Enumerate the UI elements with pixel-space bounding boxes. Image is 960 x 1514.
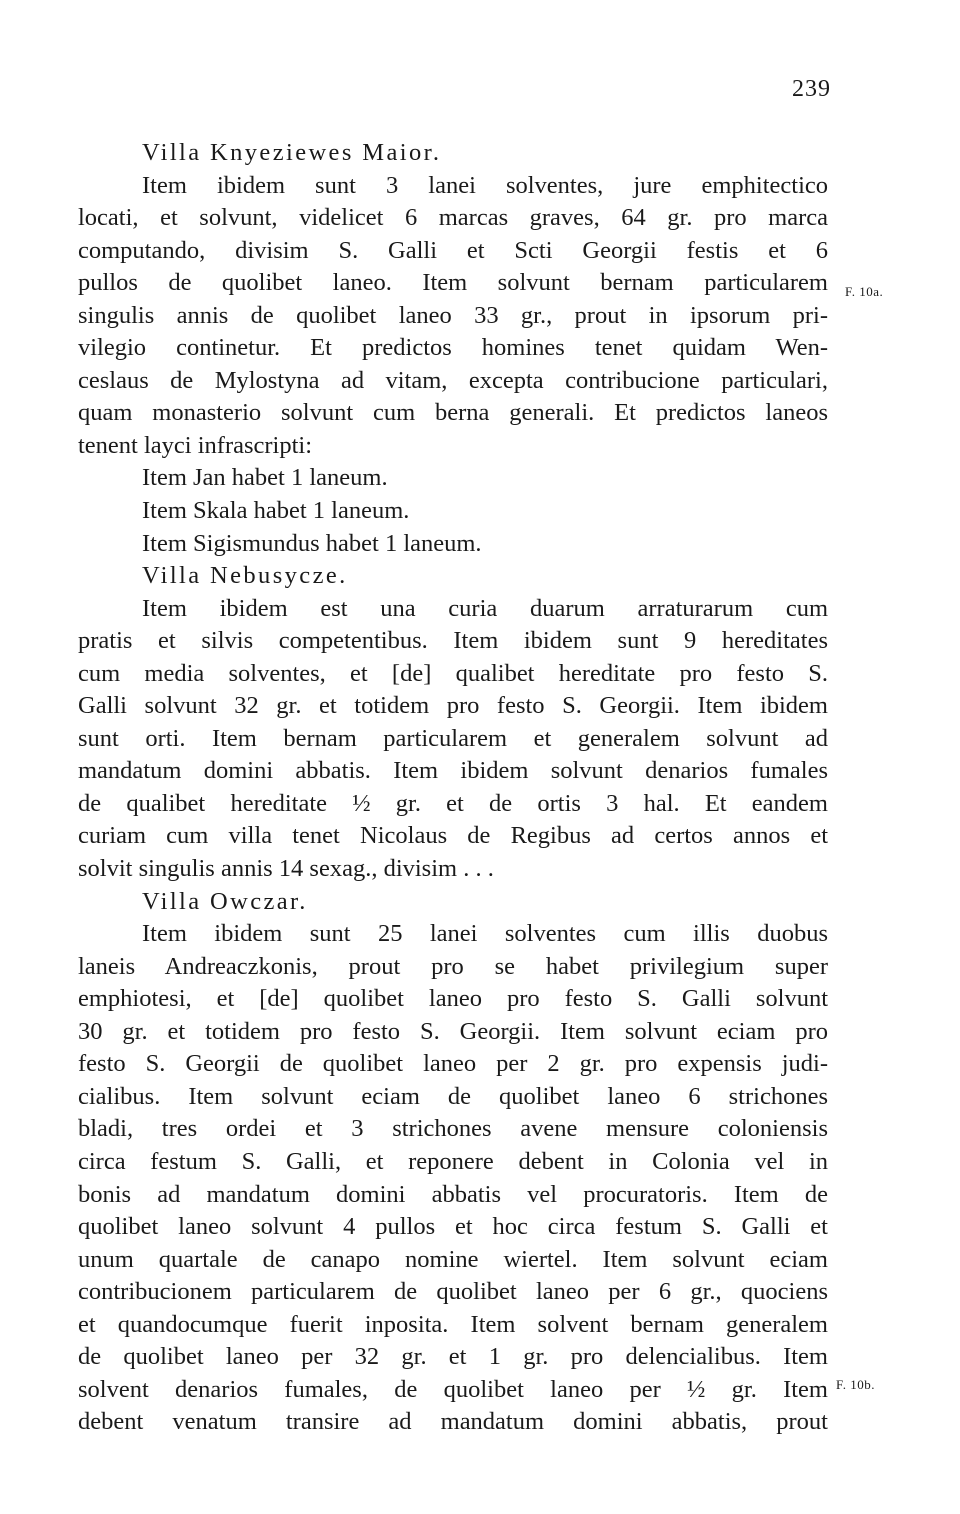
section-heading: Villa Owczar. (142, 887, 308, 915)
text-line: 30 gr. et totidem pro festo S. Georgii. Item solvunt eciam pro (78, 1017, 828, 1045)
text-line: bonis ad mandatum domini abbatis vel procuratoris. Item de (78, 1180, 828, 1208)
text-line: pullos de quolibet laneo. Item solvunt bernam particularem (78, 269, 828, 297)
text-line: Galli solvunt 32 gr. et totidem pro festo S. Georgii. Item ibidem (78, 692, 828, 720)
text-line: circa festum S. Galli, et reponere debent in Colonia vel in (78, 1147, 828, 1175)
text-line: vilegio continetur. Et predictos homines tenet quidam Wen- (78, 334, 828, 362)
section-heading: Villa Nebusycze. (142, 562, 348, 590)
text-line: ceslaus de Mylostyna ad vitam, excepta contribucione particulari, (78, 366, 828, 394)
text-line: festo S. Georgii de quolibet laneo per 2 gr. pro expensis judi- (78, 1050, 828, 1078)
section-heading: Villa Knyeziewes Maior. (142, 139, 442, 166)
text-line: Item Sigismundus habet 1 laneum. (142, 529, 482, 557)
text-line: Item Skala habet 1 laneum. (142, 497, 410, 525)
text-line: unum quartale de canapo nomine wiertel. Item solvunt eciam (78, 1245, 828, 1273)
text-line: quolibet laneo solvunt 4 pullos et hoc circa festum S. Galli et (78, 1213, 828, 1241)
text-line: solvit singulis annis 14 sexag., divisim . . . (78, 855, 494, 883)
body-text (78, 137, 828, 1439)
text-line: et quandocumque fuerit inposita. Item solvent bernam generalem (78, 1310, 828, 1338)
text-line: laneis Andreaczkonis, prout pro se habet privilegium super (78, 952, 828, 980)
text-line: Item Jan habet 1 laneum. (142, 464, 388, 492)
text-line: tenent layci infrascripti: (78, 431, 313, 459)
text-line: quam monasterio solvunt cum berna generali. Et predictos laneos (78, 399, 828, 427)
text-line: curiam cum villa tenet Nicolaus de Regibus ad certos annos et (78, 822, 828, 850)
text-line: locati, et solvunt, videlicet 6 marcas graves, 64 gr. pro marca (78, 204, 828, 232)
text-line: emphiotesi, et [de] quolibet laneo pro festo S. Galli solvunt (78, 985, 828, 1013)
text-line: sunt orti. Item bernam particularem et generalem solvunt ad (78, 724, 828, 752)
text-line: computando, divisim S. Galli et Scti Georgii festis et 6 (78, 236, 828, 264)
page-number: 239 (792, 76, 831, 102)
text-line: pratis et silvis competentibus. Item ibidem sunt 9 hereditates (78, 627, 828, 655)
text-line: cialibus. Item solvunt eciam de quolibet laneo 6 strichones (78, 1082, 828, 1110)
text-line: de quolibet laneo per 32 gr. et 1 gr. pro delencialibus. Item (78, 1343, 828, 1371)
text-line: de qualibet hereditate ½ gr. et de ortis 3 hal. Et eandem (78, 789, 828, 817)
text-line: Item ibidem sunt 3 lanei solventes, jure emphitectico (142, 171, 828, 199)
text-line: cum media solventes, et [de] qualibet hereditate pro festo S. (78, 659, 828, 687)
folio-mark: F. 10b. (836, 1377, 875, 1392)
text-line: contribucionem particularem de quolibet laneo per 6 gr., quociens (78, 1278, 828, 1306)
text-line: mandatum domini abbatis. Item ibidem solvunt denarios fumales (78, 757, 828, 785)
text-line: singulis annis de quolibet laneo 33 gr., prout in ipsorum pri- (78, 301, 828, 329)
text-line: Item ibidem est una curia duarum arraturarum cum (142, 594, 828, 622)
text-line: Item ibidem sunt 25 lanei solventes cum illis duobus (142, 920, 828, 948)
text-line: bladi, tres ordei et 3 strichones avene mensure coloniensis (78, 1115, 828, 1143)
folio-mark: F. 10a. (845, 284, 884, 299)
text-line: debent venatum transire ad mandatum domini abbatis, prout (78, 1408, 828, 1436)
text-line: solvent denarios fumales, de quolibet laneo per ½ gr. Item (78, 1375, 828, 1403)
